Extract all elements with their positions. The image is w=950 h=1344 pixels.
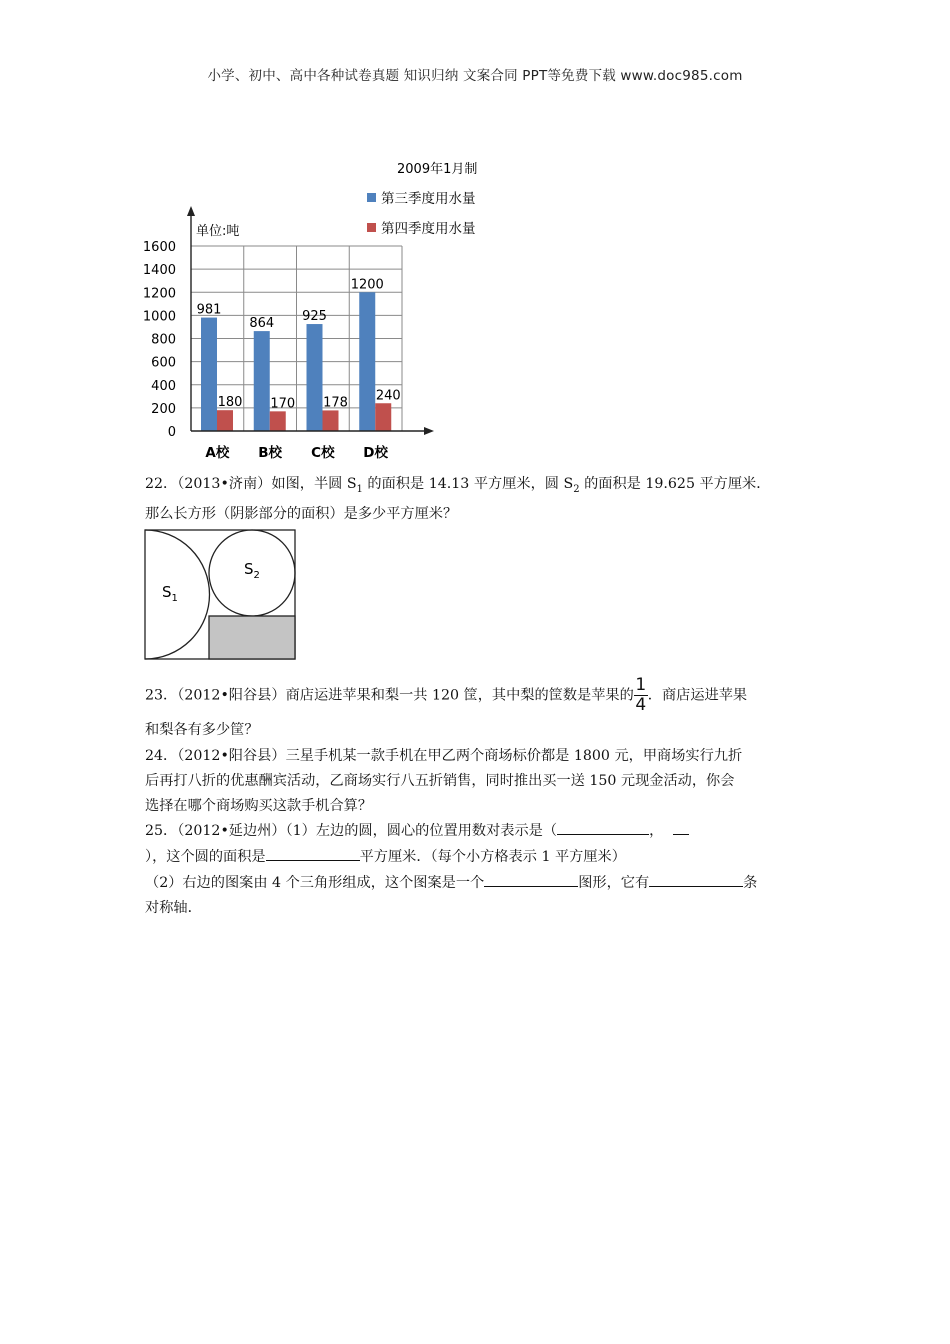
answer-blank-coordinate-y[interactable]	[673, 818, 689, 835]
question-22-text-1: 如图，半圆 S	[271, 476, 357, 492]
question-24-source: （2012•阳谷县）	[177, 748, 286, 764]
question-25-line-4: 对称轴．	[145, 900, 202, 916]
question-25-line-1	[145, 818, 815, 844]
question-23-text-1: 商店运进苹果和梨一共 120 筐，其中梨的筐数是苹果的	[285, 687, 634, 704]
question-22-source: （2013•济南）	[177, 476, 272, 492]
question-23-source: （2012•阳谷县）	[177, 687, 286, 704]
question-22-sub-1: 1	[356, 483, 363, 495]
y-tick-label: 800	[151, 332, 176, 348]
y-tick-label: 1000	[142, 309, 176, 325]
y-tick-label: 1200	[142, 286, 176, 302]
question-23-line-1	[145, 677, 815, 714]
y-tick-label: 600	[151, 355, 176, 371]
answer-blank-figure-type[interactable]	[484, 870, 578, 887]
chart-unit-label: 单位:吨	[196, 224, 240, 239]
question-25-part2-text-2: 图形，它有	[578, 875, 650, 891]
question-23-number: 23．	[145, 687, 178, 704]
question-25-line-2	[145, 844, 815, 870]
y-axis-arrow	[187, 206, 195, 216]
question-25-part2-text-3: 条	[743, 875, 758, 891]
x-category-label: A校	[205, 445, 230, 461]
question-22-line-1	[145, 472, 805, 502]
question-22-number: 22．	[145, 476, 178, 492]
question-23-line-2: 和梨各有多少筐？	[145, 722, 259, 738]
question-25-number: 25．	[145, 823, 178, 839]
y-tick-label: 1600	[142, 240, 176, 255]
answer-blank-coordinate-x[interactable]	[557, 818, 649, 835]
bar-q4-3	[323, 410, 339, 431]
bar-value-label: 178	[323, 395, 348, 411]
fraction-one-quarter	[634, 677, 648, 714]
question-24-text-1: 三星手机某一款手机在甲乙两个商场标价都是 1800 元，甲商场实行九折	[285, 748, 743, 764]
legend-swatch-series-1	[367, 193, 376, 202]
label-s2: $S_2$	[244, 560, 260, 581]
legend-label-series-2: 第四季度用水量	[381, 221, 476, 237]
question-24	[145, 744, 815, 819]
question-24-line-1	[145, 744, 815, 769]
fraction-denominator: 4	[635, 695, 647, 715]
bar-value-label: 1200	[350, 277, 384, 293]
x-category-label: C校	[311, 445, 335, 461]
legend-swatch-series-2	[367, 223, 376, 232]
y-tick-label: 400	[151, 378, 176, 394]
bar-value-label: 864	[249, 316, 275, 332]
bar-value-label: 981	[196, 302, 222, 318]
question-25-line-3	[145, 870, 815, 896]
chart-legend	[367, 190, 476, 237]
x-category-label: D校	[363, 445, 388, 461]
question-22-text-3: 的面积是 19.625 平方厘米．	[579, 476, 771, 492]
question-22-text-2: 的面积是 14.13 平方厘米，圆 S	[362, 476, 574, 492]
y-tick-label: 0	[167, 425, 176, 440]
legend-label-series-1: 第三季度用水量	[381, 191, 476, 207]
shaded-rectangle	[209, 616, 295, 659]
question-23	[145, 677, 815, 743]
y-tick-label: 1400	[142, 263, 176, 279]
bar-q3-3	[307, 324, 323, 431]
semicircle-circle-rectangle-figure	[143, 528, 299, 662]
question-24-line-3: 选择在哪个商场购买这款手机合算？	[145, 798, 373, 814]
y-tick-label: 200	[151, 401, 176, 417]
question-25-part1-text-4: 平方厘米．（每个小方格表示 1 平方厘米）	[359, 849, 626, 865]
bar-q3-2	[254, 331, 270, 431]
question-24-line-2: 后再打八折的优惠酬宾活动，乙商场实行八五折销售，同时推出买一送 150 元现金活动，你会	[145, 773, 735, 789]
bar-q3-1	[201, 318, 217, 431]
bar-value-label: 170	[270, 396, 296, 412]
question-23-text-2: ．商店运进苹果	[647, 687, 748, 704]
question-25-part1-text-3: ），这个圆的面积是	[145, 849, 266, 865]
bar-q4-2	[270, 411, 286, 431]
bar-q4-4	[375, 403, 391, 431]
question-22-line-2: 那么长方形（阴影部分的面积）是多少平方厘米？	[145, 505, 458, 522]
x-category-label: B校	[258, 445, 283, 461]
x-axis-arrow	[424, 427, 434, 435]
answer-blank-circle-area[interactable]	[266, 844, 360, 861]
bar-value-label: 925	[302, 309, 327, 325]
question-22	[145, 472, 805, 527]
page-header: 小学、初中、高中各种试卷真题 知识归纳 文案合同 PPT等免费下载 www.doc985.com	[207, 68, 743, 84]
question-25	[145, 818, 815, 921]
question-24-number: 24．	[145, 748, 178, 764]
fraction-numerator: 1	[635, 675, 647, 695]
question-25-part2-text-1: （2）右边的图案由 4 个三角形组成，这个图案是一个	[145, 875, 485, 891]
answer-blank-axis-count[interactable]	[649, 870, 743, 887]
question-25-part1-text-1: （1）左边的圆，圆心的位置用数对表示是（	[285, 823, 558, 839]
bar-value-label: 180	[217, 395, 243, 411]
question-25-part1-text-2: ，	[649, 823, 664, 839]
question-22-sub-2: 2	[573, 483, 580, 495]
chart-subtitle: 2009年1月制	[397, 162, 478, 177]
bar-q3-4	[359, 292, 375, 431]
water-usage-chart	[135, 150, 478, 465]
bar-value-label: 240	[375, 388, 401, 404]
label-s1: $S_1$	[162, 583, 178, 604]
question-25-source: （2012•延边州）	[177, 823, 286, 839]
bar-q4-1	[217, 410, 233, 431]
